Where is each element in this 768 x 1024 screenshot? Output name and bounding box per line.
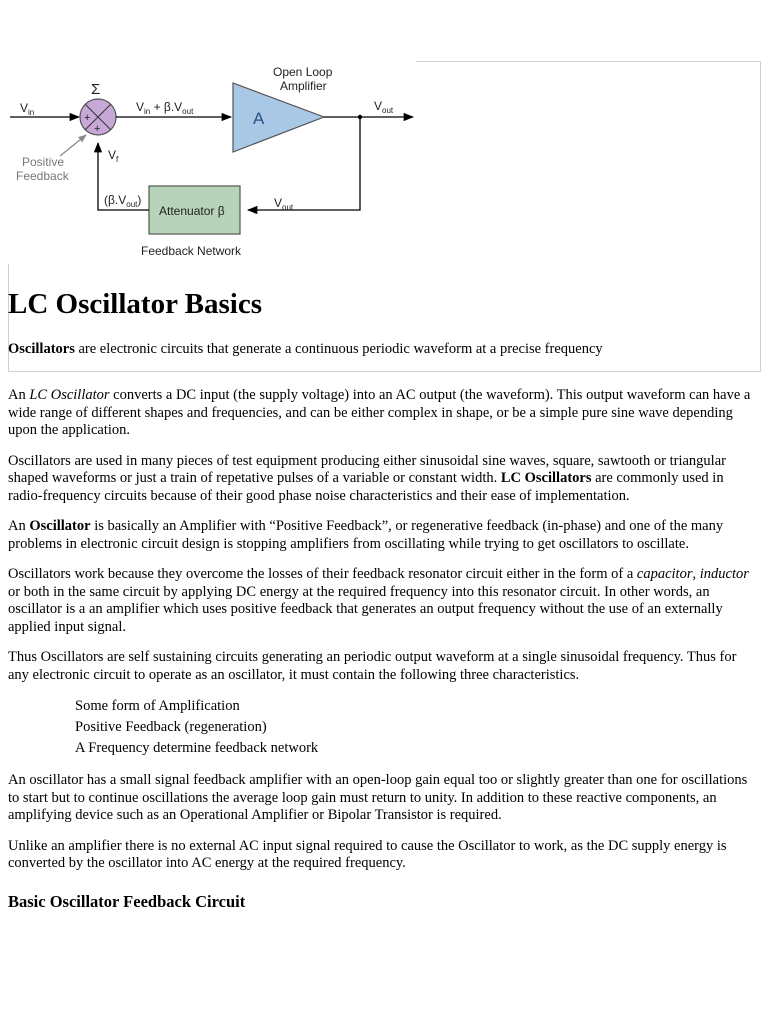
vout-feedback-label: $V_{out}$: [274, 196, 294, 212]
lead-text: [8, 340, 603, 358]
open-loop-label-1: Open Loop: [273, 65, 333, 79]
lead-rest: are electronic circuits that generate a continuous periodic waveform at a precise frequency: [74, 341, 603, 357]
beta-vout-label: $(\beta.V_{out})$: [104, 193, 142, 209]
page-title: LC Oscillator Basics: [8, 288, 263, 320]
plus-top: +: [84, 112, 91, 124]
lead-bold: Oscillators: [8, 341, 75, 357]
feedback-network-label: Feedback Network: [141, 244, 242, 258]
characteristics-list: [75, 696, 760, 759]
positive-label-1: Positive: [22, 155, 65, 169]
open-loop-label-2: Amplifier: [280, 79, 327, 93]
paragraph-7: Unlike an amplifier there is no external AC input signal required to cause the Oscillator to work, as the DC supply energy is converted by the oscillator into AC energy at the required frequency.: [8, 837, 727, 871]
paragraph-6: An oscillator has a small signal feedback amplifier with an open-loop gain equal too or slightly greater than one for oscillations to start but to continue oscillations the average loop gain must return to unity. In addition to these reactive components, an amplifying device such as an Operational Amplifier or Bipolar Transistor is required.: [8, 772, 748, 823]
paragraph-4: Oscillators work because they overcome the losses of their feedback resonator circuit either in the form of a capacitor, inductor or both in the same circuit by applying DC energy at the required frequency into this resonator circuit. In other words, an oscillator is a an amplifier which uses positive feedback that generates an output frequency without the use of an externally applied input signal.: [8, 566, 749, 635]
vout-label: $V_{out}$: [374, 99, 394, 115]
oscillator-feedback-diagram: [8, 61, 416, 264]
paragraph-1: An LC Oscillator converts a DC input (the supply voltage) into an AC output (the waveform). This output waveform can have a wide range of different shapes and frequencies, and can be either complex in shape, or be a simple pure sine wave depending upon the application.: [8, 387, 751, 438]
plus-bottom: +: [94, 123, 101, 135]
amplifier-letter: A: [253, 109, 265, 128]
paragraph-2: Oscillators are used in many pieces of test equipment producing either sinusoidal sine waves, square, sawtooth or triangular shaped waveforms or just a train of repetative pulses of a variable or constant width. LC Oscillators are commonly used in radio-frequency circuits because of their good phase noise characteristics and their ease of implementation.: [8, 452, 726, 504]
sigma-label: Σ: [91, 81, 101, 98]
attenuator-label: Attenuator β: [159, 204, 225, 218]
list-item: Positive Feedback (regeneration): [75, 719, 267, 735]
section-heading: Basic Oscillator Feedback Circuit: [8, 891, 246, 911]
paragraph-3: An Oscillator is basically an Amplifier with “Positive Feedback”, or regenerative feedback (in-phase) and one of the many problems in electronic circuit design is stopping amplifiers from oscillating while trying to get oscillators to oscillate.: [8, 518, 724, 552]
list-item: Some form of Amplification: [75, 698, 240, 714]
article-body: [8, 387, 760, 910]
list-item: A Frequency determine feedback network: [75, 740, 319, 756]
vf-label: $V_f$: [108, 148, 119, 164]
vin-label: $V_{in}$: [20, 101, 35, 117]
positive-label-2: Feedback: [16, 169, 69, 183]
sum-output-label: $V_{in} + \beta.V_{out}$: [136, 100, 194, 116]
paragraph-5: Thus Oscillators are self sustaining circuits generating an periodic output waveform at a single sinusoidal frequency. Thus for any electronic circuit to operate as an oscillator, it must contain the following three characteristics.: [8, 649, 737, 683]
